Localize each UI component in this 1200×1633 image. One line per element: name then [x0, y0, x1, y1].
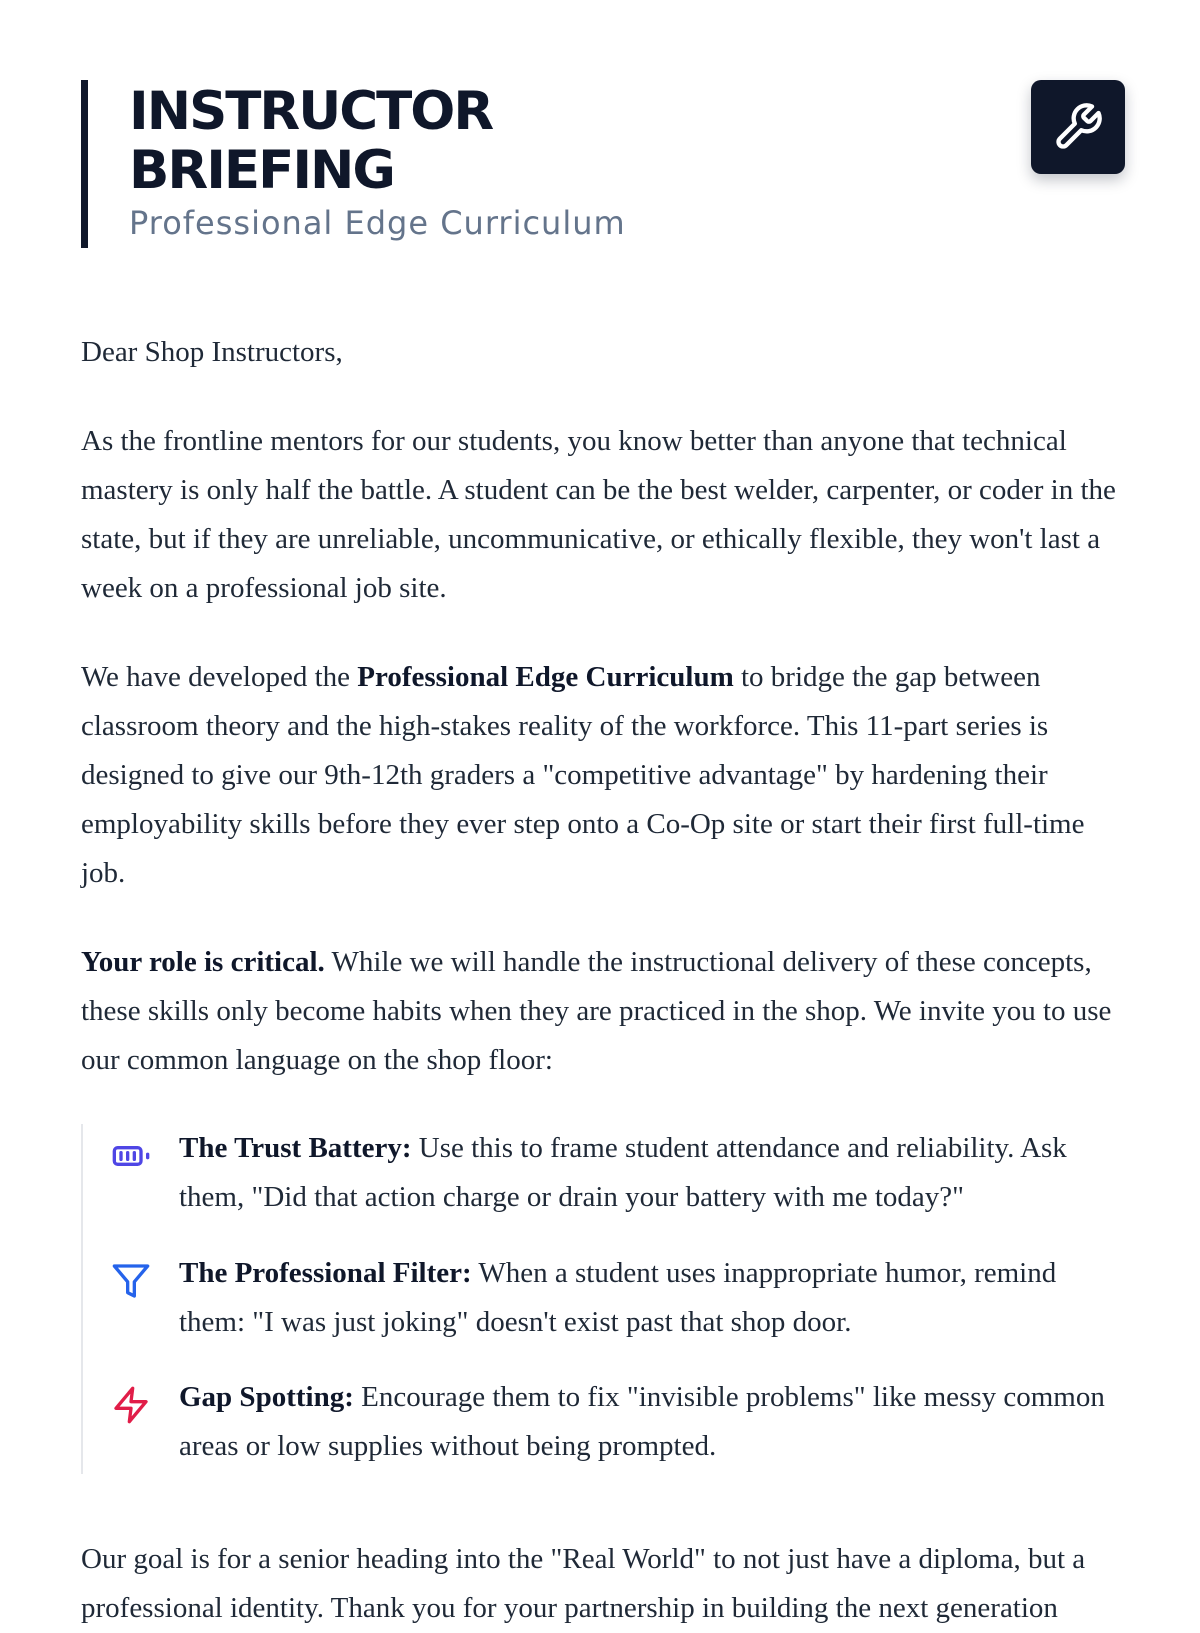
paragraph-curriculum-lead: We have developed the [81, 661, 358, 693]
lightning-icon [111, 1385, 151, 1425]
common-language-list [81, 1124, 1127, 1474]
paragraph-role-rest: While we will handle the instructional delivery of these concepts, these skills only become habits when they are practiced in the shop. We invite you to use our common language on the shop floor: [81, 946, 1112, 1076]
list-item-text [179, 1124, 1125, 1222]
list-item-title: The Trust Battery: [179, 1132, 412, 1164]
paragraph-role [81, 938, 1125, 1085]
role-emphasis: Your role is critical. [81, 946, 325, 978]
list-item-title: Gap Spotting: [179, 1381, 354, 1413]
tool-button[interactable] [1031, 80, 1125, 174]
title-line-1: INSTRUCTOR [129, 81, 493, 142]
list-item-body: Use this to frame student attendance and reliability. Ask them, "Did that action charge or drain your battery with me today?" [179, 1132, 1067, 1213]
page-subtitle: Professional Edge Curriculum [129, 204, 626, 242]
paragraph-intro: As the frontline mentors for our students, you know better than anyone that technical mastery is only half the battle. A student can be the best welder, carpenter, or coder in the state, but if they are unreliable, uncommunicative, or ethically flexible, they won't last a week on a professional job site. [81, 425, 1116, 604]
header [81, 80, 1125, 248]
page-title [129, 82, 492, 200]
curriculum-name: Professional Edge Curriculum [357, 661, 734, 693]
filter-icon [111, 1261, 151, 1301]
battery-icon [111, 1136, 151, 1176]
header-accent-bar [81, 80, 88, 248]
list-item-text [179, 1249, 1125, 1347]
list-item-body: Encourage them to fix "invisible problems" like messy common areas or low supplies without being prompted. [179, 1381, 1105, 1462]
list-item-title: The Professional Filter: [179, 1257, 472, 1289]
paragraph-curriculum [81, 653, 1125, 898]
list-item-body: When a student uses inappropriate humor, remind them: "I was just joking" doesn't exist past that shop door. [179, 1257, 1057, 1338]
title-line-2: BRIEFING [129, 140, 394, 201]
paragraph-curriculum-rest: to bridge the gap between classroom theory and the high-stakes reality of the workforce. This 11-part series is designed to give our 9th-12th graders a "competitive advantage" by hardening their employability skills before they ever step onto a Co-Op site or start their first full-time job. [81, 661, 1085, 889]
letter-greeting: Dear Shop Instructors, [81, 336, 343, 368]
wrench-icon [1052, 101, 1104, 153]
briefing-page [81, 80, 1125, 1624]
list-item-text [179, 1373, 1125, 1471]
paragraph-closing: Our goal is for a senior heading into the "Real World" to not just have a diploma, but a professional identity. Thank you for your partnership in building the next generation [81, 1543, 1086, 1624]
